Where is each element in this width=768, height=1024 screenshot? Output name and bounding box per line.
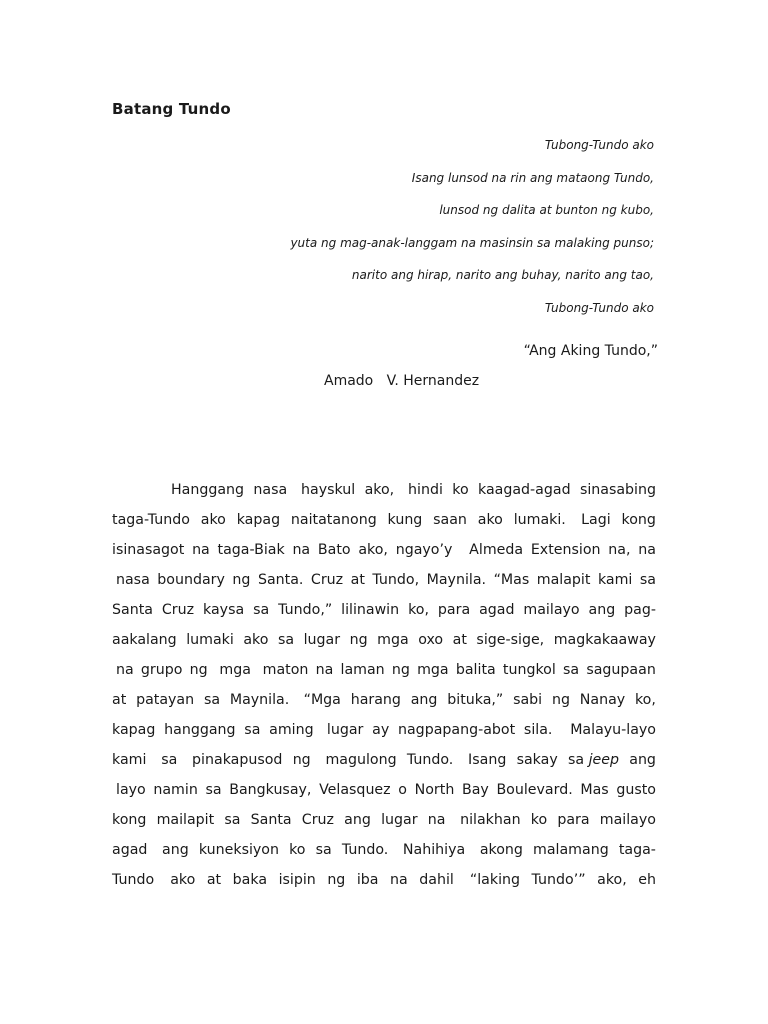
poem-line: lunsod ng dalita at bunton ng kubo, [439,203,654,217]
body-word: isipin [278,872,316,888]
body-word: magulong [320,752,397,768]
body-word: na [390,872,408,888]
body-word: malamang [533,842,609,858]
body-word: sa [156,752,178,768]
body-word: iba [356,872,379,888]
body-word: patayan [136,692,195,708]
body-word: pag- [624,602,656,618]
body-word: ang [344,812,371,828]
body-word: ako [165,872,196,888]
body-word: naitatanong [290,512,377,528]
body-word: ko, [634,692,656,708]
body-line [112,660,656,690]
body-word: Tundo. [341,842,389,858]
body-word: lugar [381,812,418,828]
body-word: Cruz [161,602,195,618]
body-word: ako [243,632,269,648]
body-word: na [192,542,210,558]
body-word: ng [551,692,570,708]
body-word: ang [588,602,616,618]
body-word: Boulevard. [496,782,573,798]
body-word: kuneksiyon [198,842,279,858]
body-word: ko [289,842,306,858]
body-word: taga- [618,842,656,858]
document-title: Batang Tundo [112,100,231,118]
body-word: sabi [513,692,543,708]
body-word: mga [214,662,251,678]
body-word: agad [112,842,148,858]
body-word: laman [340,662,385,678]
body-word: Nahihiya [398,842,466,858]
body-word: “laking [465,872,521,888]
body-word: ay [372,722,390,738]
body-word: Malayu-layo [561,722,656,738]
body-word: mga [377,632,409,648]
body-word: na [315,662,334,678]
body-word: lumaki. [513,512,566,528]
body-word: Lagi [576,512,611,528]
body-word: para [557,812,590,828]
epigraph-source: “Ang Aking Tundo,” [523,343,658,359]
body-word: oxo [418,632,444,648]
body-line [112,840,656,870]
body-word: namin [153,782,198,798]
body-word: Cruz [301,812,334,828]
body-word: bituka,” [447,692,504,708]
body-word: Nanay [579,692,626,708]
body-word: gusto [616,782,656,798]
body-word: Tundo, [372,572,420,588]
body-word: Cruz [310,572,344,588]
body-word: “Mga [299,692,341,708]
body-word: Isang [463,752,507,768]
body-word: “Mas [493,572,530,588]
body-word: at [350,572,365,588]
body-line [112,570,656,600]
body-word: Maynila. [229,692,290,708]
body-word: ng [327,872,346,888]
body-word: balita [455,662,496,678]
body-word: pinakapusod [187,752,283,768]
body-word: sagupaan [586,662,656,678]
body-word: taga-Biak [217,542,285,558]
body-word: Mas [580,782,609,798]
body-word: saan [433,512,467,528]
body-word: kapag [112,722,156,738]
body-word: na [638,542,656,558]
body-line [112,690,656,720]
body-line [112,540,656,570]
body-word: ako [200,512,226,528]
body-word: dahil [419,872,454,888]
body-word: ng [232,572,251,588]
body-line [112,630,656,660]
body-word: kong [112,812,147,828]
body-word: ng [349,632,368,648]
body-word: sa [253,602,270,618]
body-word: para [437,602,471,618]
body-word: mailayo [599,812,656,828]
body-line [112,510,656,540]
body-line [112,480,656,510]
body-word: o [398,782,407,798]
body-word: kami [112,752,147,768]
body-word: ng [189,662,208,678]
body-word: layo [116,782,146,798]
body-word: Tundo. [406,752,454,768]
body-word: Maynila. [426,572,487,588]
body-word: ngayo’y [395,542,453,558]
body-word: ko [452,482,469,498]
poem-line: yuta ng mag-anak-langgam na masinsin sa malaking punso; [290,235,654,250]
body-word: sa [563,662,580,678]
body-word: taga-Tundo [112,512,190,528]
body-word: Tundo,” [278,602,333,618]
body-word: Bato [317,542,351,558]
body-word: sa [224,812,241,828]
body-word: sa [277,632,295,648]
body-word: Hanggang [171,482,245,498]
body-word: mailayo [523,602,580,618]
epigraph-author: Amado V. Hernandez [324,373,480,389]
body-word: Tundo’” [531,872,586,888]
body-word: aakalang [112,632,177,648]
poem-line: Tubong-Tundo ako [544,300,654,315]
body-word: sila. [523,722,553,738]
body-word: lumaki [186,632,234,648]
body-word: hindi [403,482,443,498]
body-word: ang [157,842,189,858]
body-word: grupo [140,662,183,678]
body-word: ang [410,692,438,708]
body-word: mailapit [156,812,215,828]
body-word: sa [639,572,656,588]
body-word: lugar [322,722,364,738]
body-word: sa jeep [567,752,619,768]
body-word: na, [608,542,631,558]
body-word: Santa [250,812,292,828]
body-word: sa [205,782,222,798]
body-line [112,600,656,630]
body-word: na [116,662,134,678]
body-word: ng [292,752,311,768]
body-line [112,810,656,840]
body-word: Santa. [257,572,304,588]
body-word: lugar [303,632,341,648]
body-word: harang [350,692,401,708]
body-word: nilakhan [455,812,521,828]
body-word: ang [629,752,656,768]
body-word: mga [417,662,449,678]
body-word: kami [597,572,633,588]
body-word: sige-sige, [476,632,545,648]
body-word: isinasagot [112,542,185,558]
body-word: na [292,542,311,558]
body-word: ko, [408,602,429,618]
body-word: Almeda [460,542,524,558]
body-word: hanggang [164,722,236,738]
body-word: kung [387,512,423,528]
body-word: nagpapang-abot [398,722,516,738]
body-word: Bangkusay, [229,782,312,798]
body-word: tungkol [502,662,556,678]
body-word: sa [203,692,221,708]
body-word: Tundo [112,872,155,888]
body-word: aming [269,722,314,738]
body-line [112,720,656,750]
body-word: Bay [461,782,489,798]
body-word: ako, [358,542,388,558]
body-line [112,780,656,810]
body-word: hayskul [296,482,356,498]
body-word: ako, [364,482,395,498]
poem-line: Isang lunsod na rin ang mataong Tundo, [411,170,654,185]
poem-line: narito ang hirap, narito ang buhay, narito ang tao, [351,268,654,282]
body-word: eh [638,872,656,888]
body-word: kaysa [203,602,245,618]
body-word: maton [258,662,309,678]
body-paragraph [112,480,656,900]
body-word: sa [244,722,261,738]
body-word: malapit [536,572,591,588]
body-word: kong [621,512,656,528]
body-word: akong [475,842,523,858]
body-word: na [427,812,446,828]
body-line [112,870,656,900]
body-word: kapag [236,512,281,528]
body-word: North [414,782,455,798]
body-word: sakay [516,752,558,768]
body-word: agad [479,602,515,618]
body-word: magkakaaway [553,632,656,648]
epigraph-poem [290,137,654,332]
body-word: Santa [112,602,153,618]
body-word: nasa [116,572,150,588]
body-word: baka [232,872,268,888]
body-word: at [112,692,127,708]
body-word: ng [391,662,410,678]
body-word: ko [530,812,548,828]
poem-line: Tubong-Tundo ako [544,138,654,152]
body-word: boundary [157,572,225,588]
body-word: Velasquez [319,782,391,798]
body-word: nasa [253,482,288,498]
body-line [112,750,656,780]
body-word: ako [477,512,503,528]
body-word: at [452,632,467,648]
body-word: at [206,872,222,888]
body-word: sinasabing [579,482,656,498]
body-word: Extension [530,542,601,558]
body-word: kaagad-agad [478,482,571,498]
body-word: lilinawin [341,602,400,618]
body-word: sa [315,842,332,858]
body-word: ako, [597,872,627,888]
